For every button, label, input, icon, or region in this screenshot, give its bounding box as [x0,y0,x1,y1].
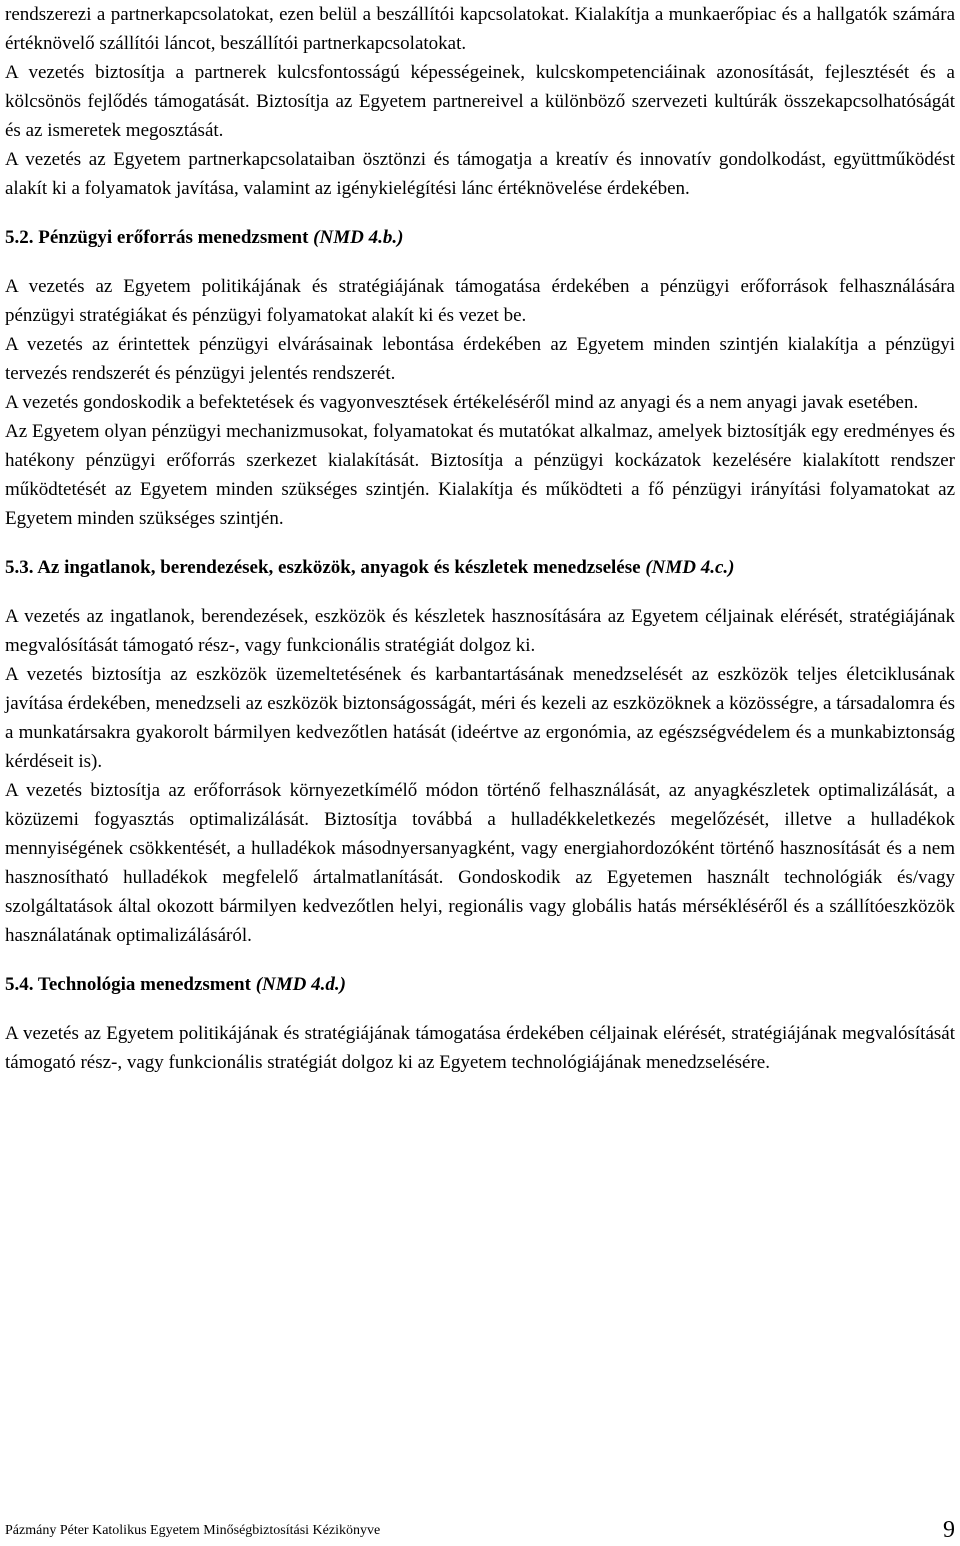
footer-document-title: Pázmány Péter Katolikus Egyetem Minőségbiztosítási Kézikönyve [5,1523,381,1538]
paragraph-investments: A vezetés gondoskodik a befektetések és vagyonvesztések értékeléséről mind az anyagi és a nem anyagi javak esetében. [5,392,919,413]
paragraph-asset-maintenance: A vezetés biztosítja az eszközök üzemeltetésének és karbantartásának menedzselését az eszközök teljes életciklusának javítása érdekében, menedzseli az eszközök biztonságosságát, méri és kezeli az eszközöknek a közösségre, a társadalomra és a munkatársakra gyakorolt bármilyen kedvezőtlen hatását (ideértve az ergonómia, az egészségvédelem és a munkabiztonság kérdéseit is). [5,664,955,772]
paragraph-assets-strategy: A vezetés az ingatlanok, berendezések, eszközök és készletek hasznosítására az Egyetem céljainak elérését, stratégiájának megvalósítását támogató rész-, vagy funkcionális stratégiát dolgoz ki. [5,606,955,656]
heading-reference: (NMD 4.c.) [645,557,735,578]
paragraph-partner-competencies: A vezetés biztosítja a partnerek kulcsfontosságú képességeinek, kulcskompetenciáinak azonosítását, fejlesztését és a kölcsönös fejlődés támogatását. Biztosítja az Egyetem partnereivel a különböző szervezeti kultúrák összekapcsolhatóságát és az ismeretek megosztását. [5,62,955,141]
spacer [5,582,955,602]
section-heading-5-2 [5,223,955,252]
footer-page-number: 9 [943,1517,955,1543]
paragraph-partnerships-intro: rendszerezi a partnerkapcsolatokat, ezen belül a beszállítói kapcsolatokat. Kialakítja a munkaerőpiac és a hallgatók számára értéknövelő szállítói láncot, beszállítói partnerkapcsolatokat. [5,4,955,54]
heading-reference: (NMD 4.d.) [255,974,346,995]
paragraph-financial-strategy: A vezetés az Egyetem politikájának és stratégiájának támogatása érdekében a pénzügyi erőforrások felhasználására pénzügyi stratégiákat és pénzügyi folyamatokat alakít ki és vezet be. [5,276,955,326]
paragraph-partner-innovation: A vezetés az Egyetem partnerkapcsolataiban ösztönzi és támogatja a kreatív és innovatív gondolkodást, együttműködést alakít ki a folyamatok javítása, valamint az igénykielégítési lánc értéknövelése érdekében. [5,149,955,199]
document-page [5,0,955,1077]
paragraph-environment: A vezetés biztosítja az erőforrások környezetkímélő módon történő felhasználását, az anyagkészletek optimalizálását, a közüzemi fogyasztás optimalizálását. Biztosítja továbbá a hulladékkeletkezés megelőzését, illetve a hulladékok mennyiségének csökkentését, a hulladékok másodnyersanyagként, vagy energiahordozóként történő hasznosítását és a nem hasznosítható hulladékok megfelelő ártalmatlanítását. Gondoskodik az Egyetemen használt technológiák és/vagy szolgáltatások által okozott bármilyen kedvezőtlen helyi, regionális vagy globális hatás mérsékléséről és a szállítóeszközök használatának optimalizálásáról. [5,780,955,946]
paragraph-technology-strategy: A vezetés az Egyetem politikájának és stratégiájának támogatása érdekében céljainak elérését, stratégiájának megvalósítását támogató rész-, vagy funkcionális stratégiát dolgoz ki az Egyetem technológiájának menedzselésére. [5,1023,955,1073]
heading-text: 5.3. Az ingatlanok, berendezések, eszközök, anyagok és készletek menedzselése [5,557,646,578]
section-heading-5-4 [5,970,955,999]
paragraph-financial-planning: A vezetés az érintettek pénzügyi elvárásainak lebontása érdekében az Egyetem minden szintjén kialakítja a pénzügyi tervezés rendszerét és pénzügyi jelentés rendszerét. [5,334,955,384]
spacer [5,203,955,223]
section-heading-5-3 [5,553,955,582]
paragraph-financial-mechanisms: Az Egyetem olyan pénzügyi mechanizmusokat, folyamatokat és mutatókat alkalmaz, amelyek biztosítják egy eredményes és hatékony pénzügyi erőforrás szerkezet kialakítását. Biztosítja a pénzügyi kockázatok kezelésére kialakított rendszer működtetését az Egyetem minden szükséges szintjén. Kialakítja és működteti a fő pénzügyi irányítási folyamatokat az Egyetem minden szükséges szintjén. [5,421,955,529]
spacer [5,252,955,272]
spacer [5,950,955,970]
spacer [5,533,955,553]
spacer [5,999,955,1019]
heading-reference: (NMD 4.b.) [313,227,404,248]
heading-text: 5.2. Pénzügyi erőforrás menedzsment [5,227,314,248]
heading-text: 5.4. Technológia menedzsment [5,974,256,995]
page-footer [5,1516,955,1546]
